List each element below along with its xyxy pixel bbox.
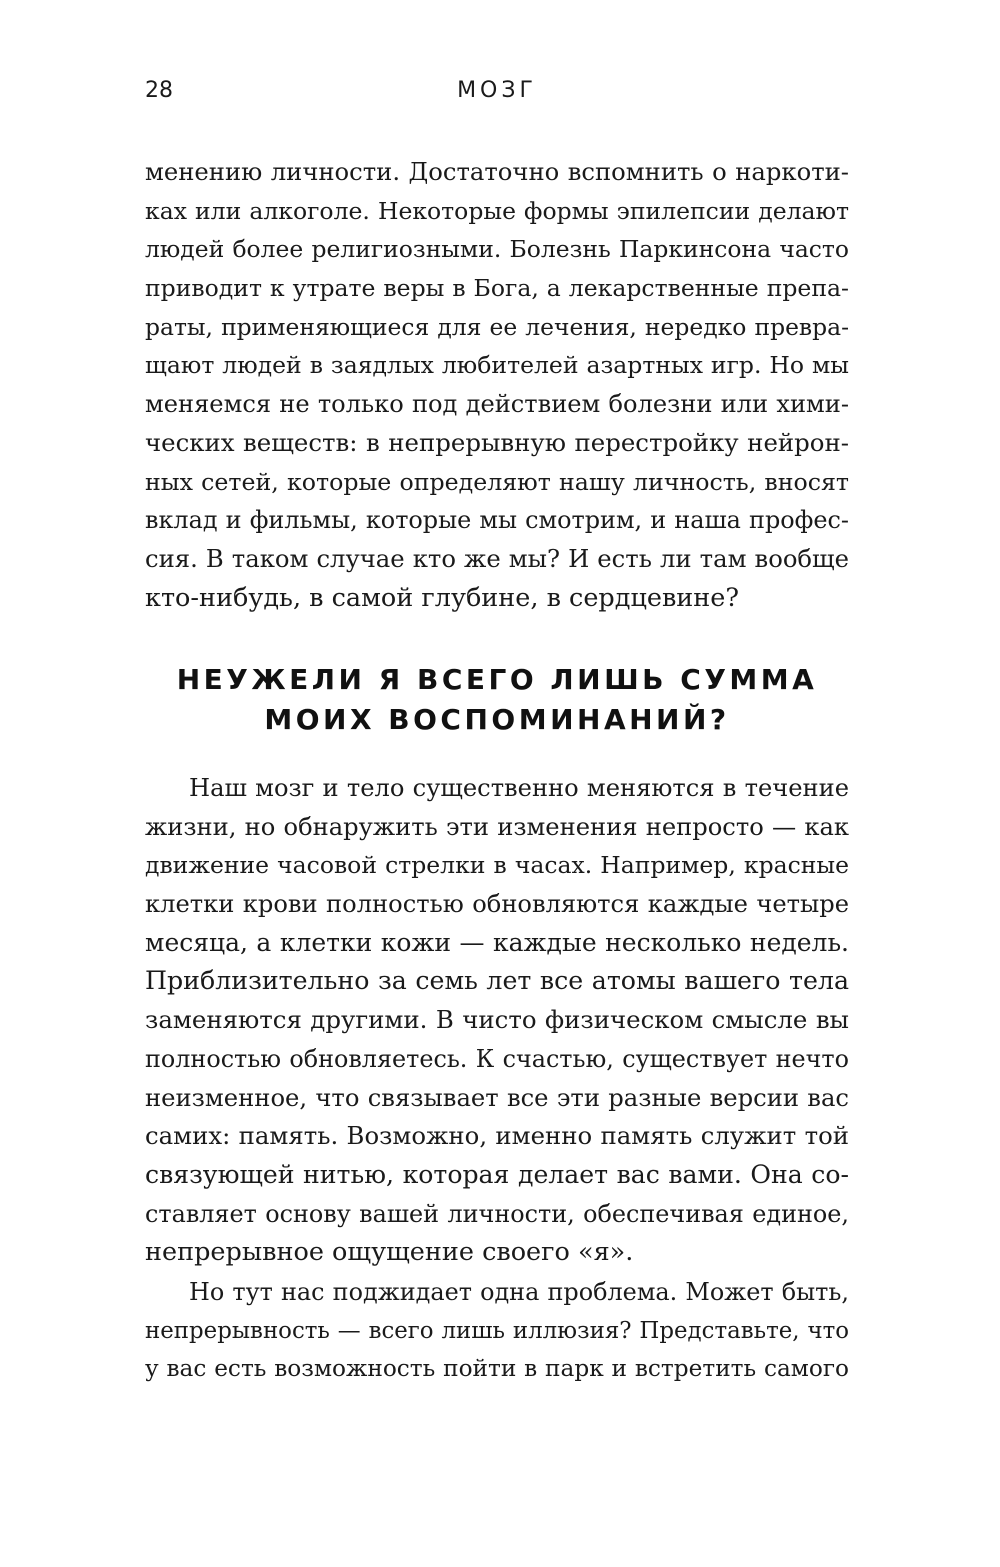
text-line: ческих веществ: в непрерывную перестройку нейрон- [145, 427, 849, 457]
text-line: ках или алкоголе. Некоторые формы эпилепсии делают [145, 196, 849, 225]
text-line: ных сетей, которые определяют нашу личность, вносят [145, 467, 849, 496]
heading-line: НЕУЖЕЛИ Я ВСЕГО ЛИШЬ СУММА [176, 663, 818, 696]
text-line: людей более религиозными. Болезнь Паркинсона часто [145, 235, 849, 264]
paragraph-3 [145, 1273, 849, 1389]
text-line: жизни, но обнаружить эти изменения непросто — как [145, 812, 849, 841]
heading-line: МОИХ ВОСПОМИНАНИЙ? [264, 703, 730, 736]
text-line: непрерывное ощущение своего «я». [145, 1237, 634, 1268]
text-line: самих: память. Возможно, именно память служит той [145, 1121, 849, 1151]
text-line: связующей нитью, которая делает вас вами. Она со- [145, 1159, 849, 1189]
text-line: Приблизительно за семь лет все атомы вашего тела [145, 966, 849, 996]
text-line: щают людей в заядлых любителей азартных игр. Но мы [145, 351, 849, 380]
text-line: заменяются другими. В чисто физическом смысле вы [145, 1005, 849, 1035]
text-line: Наш мозг и тело существенно меняются в течение [189, 774, 849, 802]
text-line: движение часовой стрелки в часах. Например, красные [145, 851, 849, 880]
page-number: 28 [145, 78, 173, 103]
running-header [145, 72, 849, 112]
text-line: Но тут нас поджидает одна проблема. Может быть, [189, 1278, 849, 1306]
text-line: вклад и фильмы, которые мы смотрим, и наша профес- [145, 506, 849, 535]
text-line: ставляет основу вашей личности, обеспечивая единое, [145, 1199, 849, 1228]
text-line: сия. В таком случае кто же мы? И есть ли там вообще [145, 543, 849, 573]
text-line: кто-нибудь, в самой глубине, в сердцевине? [145, 582, 740, 613]
text-line: непрерывность — всего лишь иллюзия? Представьте, что [145, 1317, 849, 1344]
text-line: неизменное, что связывает все эти разные версии вас [145, 1082, 849, 1112]
text-line: раты, применяющиеся для ее лечения, нередко превра- [145, 312, 849, 341]
section-heading [145, 660, 849, 740]
text-line: меняемся не только под действием болезни или хими- [145, 390, 849, 419]
text-line: месяца, а клетки кожи — каждые несколько недель. [145, 927, 849, 957]
text-line: менению личности. Достаточно вспомнить о наркоти- [145, 157, 849, 186]
paragraph-1 [145, 153, 849, 617]
running-title: МОЗГ [457, 78, 537, 103]
text-line: у вас есть возможность пойти в парк и встретить самого [145, 1355, 849, 1383]
text-line: клетки крови полностью обновляются каждые четыре [145, 890, 849, 919]
text-line: приводит к утрате веры в Бога, а лекарственные препа- [145, 274, 849, 303]
paragraph-2 [145, 769, 849, 1272]
text-line: полностью обновляетесь. К счастью, существует нечто [145, 1044, 849, 1073]
